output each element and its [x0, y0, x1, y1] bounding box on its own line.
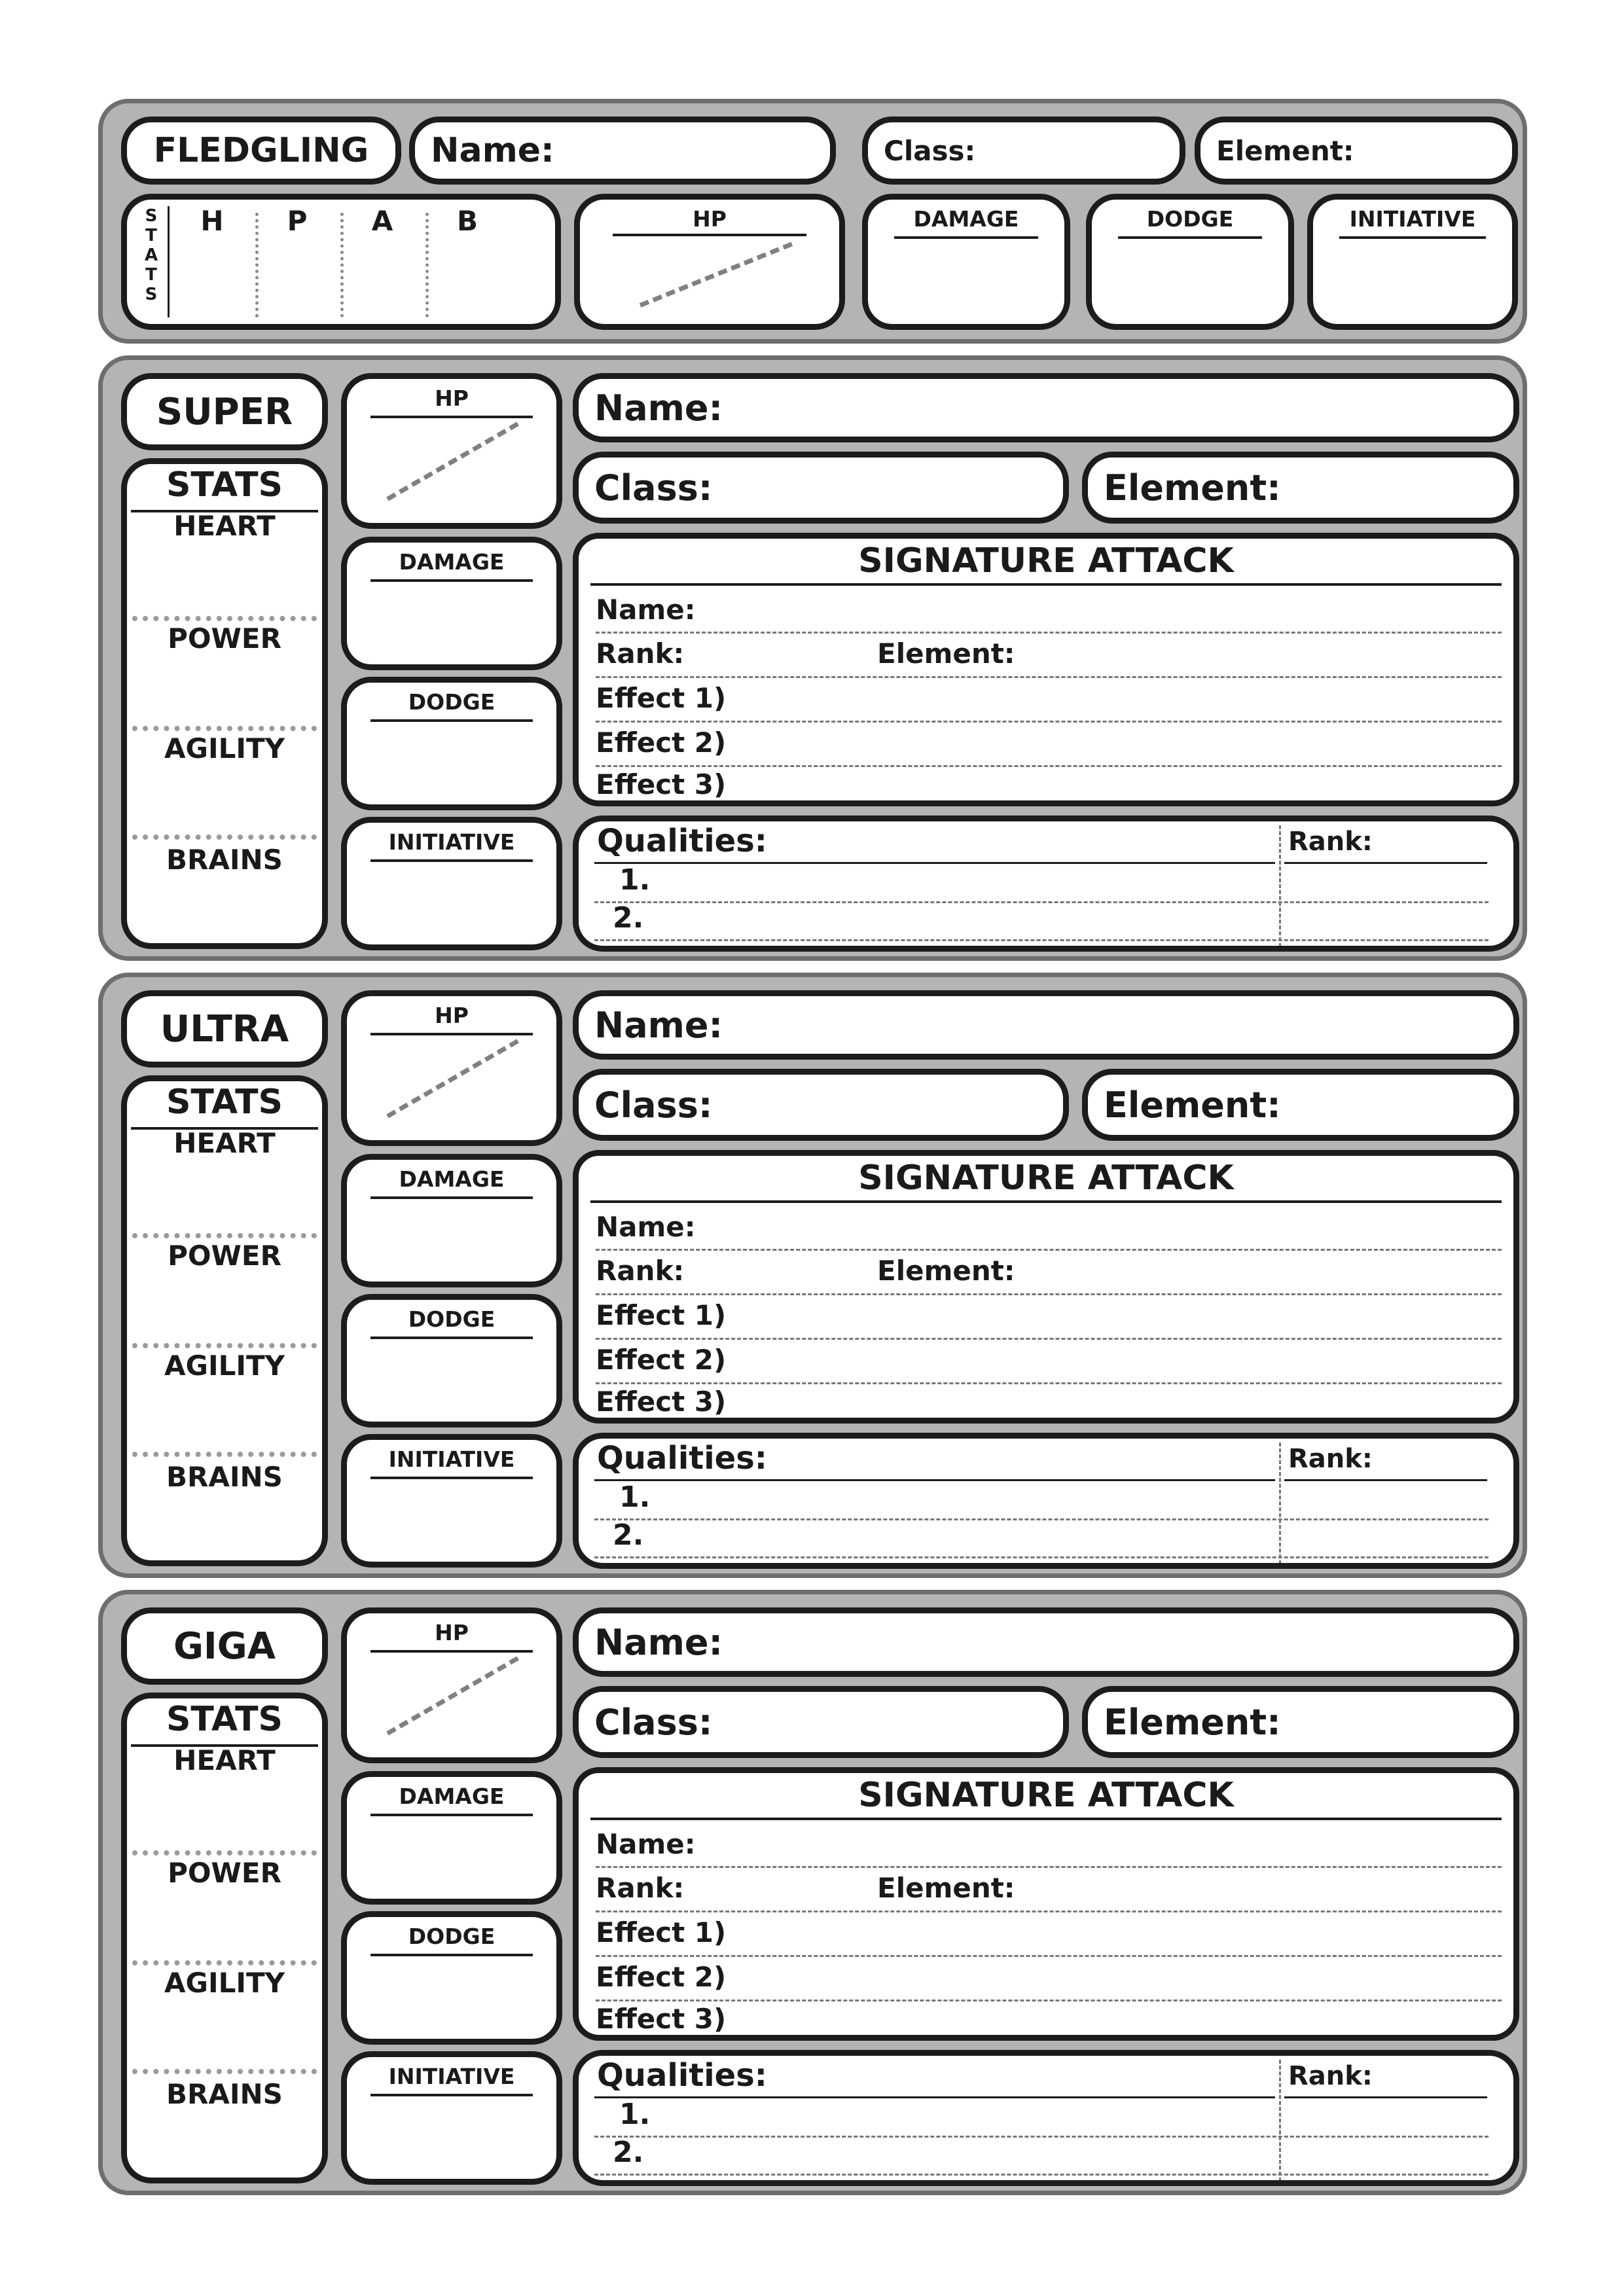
super-title: SUPER	[121, 373, 328, 450]
stat-sep-1	[255, 213, 259, 317]
damage-rule	[370, 1814, 533, 1816]
stat-divider	[132, 1233, 317, 1238]
sig-effect1-row[interactable]	[596, 1910, 1502, 1957]
stat-heart: HEART	[173, 1744, 276, 1776]
damage-label: DAMAGE	[399, 1784, 505, 1809]
stats-title: STATS	[166, 1700, 283, 1739]
super-dodge-box[interactable]	[341, 677, 562, 810]
sig-effect1-row[interactable]	[596, 1293, 1502, 1340]
quality-item-2: 2.	[613, 2136, 644, 2169]
stat-divider	[132, 1960, 317, 1965]
initiative-label: INITIATIVE	[388, 1446, 515, 1472]
ultra-element-field[interactable]	[1082, 1069, 1519, 1141]
stat-divider	[132, 616, 317, 621]
giga-hp-box[interactable]	[341, 1607, 562, 1763]
stat-heart: HEART	[173, 1127, 276, 1159]
stat-sep-3	[425, 213, 429, 317]
hp-rule	[370, 1033, 533, 1035]
quality-item-1: 1.	[619, 1480, 651, 1514]
qualities-title: Qualities:	[597, 1440, 767, 1477]
hp-label: HP	[435, 1003, 469, 1028]
sig-name-row[interactable]	[596, 588, 1502, 634]
initiative-label: INITIATIVE	[388, 829, 515, 855]
stats-title: STATS	[166, 1083, 283, 1122]
stat-brains: BRAINS	[166, 2078, 283, 2110]
hp-label: HP	[693, 206, 727, 232]
fledgling-title: FLEDGLING	[121, 117, 401, 185]
signature-attack-title: SIGNATURE ATTACK	[858, 1158, 1234, 1198]
sig-effect1-label: Effect 1)	[596, 1299, 727, 1331]
class-label: Class:	[884, 134, 976, 167]
hp-rule	[370, 1650, 533, 1653]
giga-stats-box[interactable]	[121, 1693, 328, 2183]
ultra-initiative-box[interactable]	[341, 1434, 562, 1568]
sig-name-row[interactable]	[596, 1206, 1502, 1251]
sig-name-label: Name:	[596, 594, 696, 626]
sig-rank-row[interactable]	[596, 1866, 1502, 1912]
signature-rule	[590, 1818, 1502, 1820]
sig-effect2-label: Effect 2)	[596, 1961, 727, 1993]
quality-line	[594, 2174, 1489, 2176]
signature-attack-title: SIGNATURE ATTACK	[858, 1776, 1234, 1815]
qualities-rule	[594, 2096, 1275, 2098]
hp-slash	[386, 1656, 519, 1735]
stat-divider	[132, 1343, 317, 1348]
qualities-rule	[594, 862, 1275, 864]
element-label: Element:	[1104, 1701, 1281, 1743]
name-label: Name:	[594, 387, 723, 429]
dodge-label: DODGE	[408, 689, 496, 715]
quality-item-1: 1.	[619, 2098, 651, 2131]
qualities-title: Qualities:	[597, 2057, 767, 2094]
ultra-qualities-box[interactable]	[573, 1433, 1519, 1569]
stat-brains: BRAINS	[166, 844, 283, 876]
name-label: Name:	[594, 1004, 723, 1046]
sig-effect2-row[interactable]	[596, 1955, 1502, 2001]
stat-divider	[132, 2069, 317, 2074]
stat-divider	[132, 1452, 317, 1457]
super-damage-box[interactable]	[341, 537, 562, 670]
sig-effect2-row[interactable]	[596, 1338, 1502, 1384]
super-hp-box[interactable]	[341, 373, 562, 529]
dodge-rule	[1118, 236, 1262, 239]
sig-effect2-label: Effect 2)	[596, 1344, 727, 1376]
sig-name-label: Name:	[596, 1211, 696, 1243]
ultra-signature-attack-box[interactable]	[573, 1150, 1519, 1424]
dodge-label: DODGE	[1146, 206, 1234, 232]
dodge-rule	[370, 1336, 533, 1339]
stat-power: POWER	[168, 1240, 281, 1272]
giga-element-field[interactable]	[1082, 1686, 1519, 1758]
sig-effect3-label: Effect 3)	[596, 768, 727, 800]
signature-rule	[590, 1200, 1502, 1203]
sig-effect1-row[interactable]	[596, 676, 1502, 723]
stat-col-b: B	[456, 205, 478, 237]
stat-agility: AGILITY	[164, 1967, 285, 1999]
sig-element-label: Element:	[877, 1872, 1015, 1904]
super-name-field[interactable]	[573, 373, 1519, 442]
stat-divider	[132, 726, 317, 731]
rank-rule	[1284, 862, 1487, 864]
giga-title: GIGA	[121, 1607, 328, 1685]
super-signature-attack-box[interactable]	[573, 533, 1519, 806]
sig-rank-row[interactable]	[596, 632, 1502, 678]
element-label: Element:	[1104, 1084, 1281, 1126]
sig-effect1-label: Effect 1)	[596, 1916, 727, 1948]
dodge-rule	[370, 1954, 533, 1956]
giga-signature-attack-box[interactable]	[573, 1767, 1519, 2041]
sig-effect3-row[interactable]	[596, 765, 726, 804]
quality-line	[594, 939, 1489, 941]
super-stats-box[interactable]	[121, 458, 328, 949]
name-label: Name:	[431, 131, 554, 170]
initiative-rule	[370, 2094, 533, 2096]
rank-separator	[1279, 1443, 1281, 1564]
giga-dodge-box[interactable]	[341, 1911, 562, 2045]
stat-col-h: H	[200, 205, 224, 237]
fledgling-hp-box[interactable]	[574, 194, 845, 330]
ultra-dodge-box[interactable]	[341, 1294, 562, 1427]
quality-line	[594, 2136, 1489, 2138]
initiative-rule	[370, 859, 533, 862]
sig-rank-label: Rank:	[596, 1872, 685, 1904]
qualities-title: Qualities:	[597, 823, 767, 859]
hp-slash	[386, 422, 519, 501]
ultra-title: ULTRA	[121, 990, 328, 1067]
sig-element-label: Element:	[877, 1255, 1015, 1287]
super-element-field[interactable]	[1082, 452, 1519, 524]
stat-brains: BRAINS	[166, 1461, 283, 1493]
element-label: Element:	[1104, 467, 1281, 509]
giga-initiative-box[interactable]	[341, 2051, 562, 2185]
damage-label: DAMAGE	[913, 206, 1019, 232]
hp-rule	[370, 416, 533, 418]
class-label: Class:	[594, 467, 713, 509]
sig-effect3-row[interactable]	[596, 1382, 726, 1422]
fledgling-class-field[interactable]	[862, 117, 1185, 185]
stats-title: STATS	[166, 465, 283, 505]
ultra-damage-box[interactable]	[341, 1154, 562, 1287]
element-label: Element:	[1216, 134, 1354, 167]
ultra-stats-box[interactable]	[121, 1075, 328, 1566]
damage-rule	[370, 579, 533, 582]
initiative-label: INITIATIVE	[1349, 206, 1476, 232]
fledgling-stats-box[interactable]	[121, 194, 561, 330]
sig-rank-row[interactable]	[596, 1249, 1502, 1295]
quality-item-2: 2.	[613, 901, 644, 935]
quality-item-1: 1.	[619, 863, 651, 897]
sig-name-row[interactable]	[596, 1823, 1502, 1868]
stat-sep-2	[340, 213, 344, 317]
stat-agility: AGILITY	[164, 732, 285, 764]
super-class-field[interactable]	[573, 452, 1069, 524]
giga-qualities-box[interactable]	[573, 2050, 1519, 2186]
initiative-rule	[370, 1477, 533, 1479]
sig-effect3-label: Effect 3)	[596, 1386, 727, 1418]
sig-effect3-label: Effect 3)	[596, 2003, 727, 2035]
sig-effect3-row[interactable]	[596, 2000, 726, 2039]
quality-line	[594, 901, 1489, 903]
hp-slash	[640, 242, 793, 308]
stat-col-a: A	[371, 205, 393, 237]
fledgling-element-field[interactable]	[1195, 117, 1518, 185]
qualities-rank-label: Rank:	[1288, 1444, 1373, 1474]
initiative-rule	[1339, 236, 1486, 239]
stat-power: POWER	[168, 622, 281, 655]
hp-rule	[613, 234, 806, 236]
name-label: Name:	[594, 1621, 723, 1663]
stat-power: POWER	[168, 1857, 281, 1889]
stat-col-p: P	[287, 205, 308, 237]
stat-heart: HEART	[173, 510, 276, 542]
fledgling-name-field[interactable]	[409, 117, 836, 185]
giga-damage-box[interactable]	[341, 1771, 562, 1905]
stat-agility: AGILITY	[164, 1350, 285, 1382]
giga-name-field[interactable]	[573, 1607, 1519, 1677]
signature-rule	[590, 583, 1502, 586]
sig-effect2-row[interactable]	[596, 721, 1502, 767]
quality-item-2: 2.	[613, 1518, 644, 1552]
fledgling-dodge-box[interactable]	[1086, 194, 1294, 330]
ultra-hp-box[interactable]	[341, 990, 562, 1146]
class-label: Class:	[594, 1084, 713, 1126]
sig-name-label: Name:	[596, 1828, 696, 1860]
sig-effect1-label: Effect 1)	[596, 682, 727, 714]
damage-rule	[370, 1196, 533, 1199]
rank-rule	[1284, 1479, 1487, 1481]
qualities-rule	[594, 1479, 1275, 1481]
dodge-label: DODGE	[408, 1306, 496, 1332]
fledgling-damage-box[interactable]	[862, 194, 1070, 330]
dodge-rule	[370, 719, 533, 722]
giga-class-field[interactable]	[573, 1686, 1069, 1758]
fledgling-initiative-box[interactable]	[1307, 194, 1518, 330]
ultra-panel	[98, 973, 1527, 1578]
qualities-rank-label: Rank:	[1288, 2061, 1373, 2091]
damage-label: DAMAGE	[399, 549, 505, 575]
ultra-name-field[interactable]	[573, 990, 1519, 1060]
signature-attack-title: SIGNATURE ATTACK	[858, 541, 1234, 581]
stats-divider	[168, 206, 170, 317]
sig-rank-label: Rank:	[596, 637, 685, 670]
giga-panel	[98, 1590, 1527, 2195]
dodge-label: DODGE	[408, 1924, 496, 1949]
ultra-class-field[interactable]	[573, 1069, 1069, 1141]
sig-element-label: Element:	[877, 637, 1015, 670]
fledgling-panel	[98, 99, 1527, 344]
quality-line	[594, 1556, 1489, 1558]
hp-label: HP	[435, 386, 469, 411]
rank-separator	[1279, 2060, 1281, 2181]
damage-label: DAMAGE	[399, 1166, 505, 1192]
super-panel	[98, 355, 1527, 961]
quality-line	[594, 1518, 1489, 1520]
rank-separator	[1279, 825, 1281, 947]
damage-rule	[894, 236, 1038, 239]
stat-divider	[132, 1850, 317, 1856]
sig-rank-label: Rank:	[596, 1255, 685, 1287]
sig-effect2-label: Effect 2)	[596, 726, 727, 759]
stat-divider	[132, 834, 317, 840]
initiative-label: INITIATIVE	[388, 2064, 515, 2089]
stats-vertical-label: STATS	[144, 206, 158, 304]
rank-rule	[1284, 2096, 1487, 2098]
super-qualities-box[interactable]	[573, 816, 1519, 952]
super-initiative-box[interactable]	[341, 817, 562, 950]
hp-label: HP	[435, 1620, 469, 1645]
qualities-rank-label: Rank:	[1288, 827, 1373, 857]
class-label: Class:	[594, 1701, 713, 1743]
hp-slash	[386, 1039, 519, 1118]
